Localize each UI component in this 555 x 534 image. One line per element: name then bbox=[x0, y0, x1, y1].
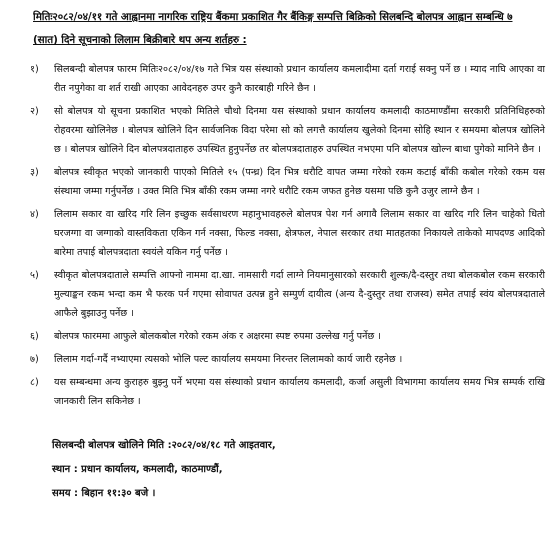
term-item-6 bbox=[30, 327, 545, 346]
term-item-7 bbox=[30, 350, 545, 369]
term-number: ६) bbox=[30, 331, 39, 342]
term-text: बोलपत्र फारममा आफुले बोलकबोल गरेको रकम अंक र अक्षरमा स्पष्ट रुपमा उल्लेख गर्नु पर्नेछ । bbox=[54, 331, 381, 342]
term-text: यस सम्बन्धमा अन्य कुराहरु बुझ्नु पर्ने भएमा यस संस्थाको प्रधान कार्यालय कमलादी, कर्जा असुली विभागमा कार्यालय समय भित्र सम्पर्क राखि जानकारी लिन सकिनेछ । bbox=[54, 377, 545, 407]
terms-list bbox=[30, 60, 545, 415]
term-text: स्वीकृत बोलपत्रदाताले सम्पत्ति आफ्नो नाममा दा.खा. नामसारी गर्दा लाग्ने नियमानुसारको सरकारी शुल्क/दै-दस्तुर तथा बोलकबोल रकम सरकारी मुल्याङ्कन रकम भन्दा कम भै फरक पर्न गएमा सोवापत उत्पन्न हुने सम्पुर्ण दायीत्व (अन्य दै-दुस्तुर तथा राजस्व) समेत तपाई स्वंय बोलपत्रदाताले आफैले बुझाउनु पर्नेछ । bbox=[54, 270, 545, 319]
term-text: सो बोलपत्र यो सूचना प्रकाशित भएको मितिले चौथो दिनमा यस संस्थाको प्रधान कार्यालय कमलादी काठमाण्डौंमा सरकारी प्रतिनिधिहरुको रोहवरमा खोलिनेछ । बोलपत्र खोलिने दिन सार्वजनिक विदा परेमा सो को लगत्तै कार्यालय खुलेको दिनमा सोहि स्थान र समयमा बोलपत्र खोलिने छ । बोलपत्र खोलिने दिन बोलपत्रदाताहरु उपस्थित हुनुपर्नेछ तर बोलपत्रदाताहरु उपस्थित नभएमा पनि बोलपत्र खोल्न बाधा पुगेको मानिने छैन । bbox=[54, 106, 545, 155]
term-number: २) bbox=[30, 106, 39, 117]
opening-date: सिलबन्दी बोलपत्र खोलिने मिति :२०८२/०४/१८ गते आइतवार, bbox=[52, 440, 276, 451]
term-number: १) bbox=[30, 64, 39, 75]
term-item-5 bbox=[30, 266, 545, 323]
term-item-1 bbox=[30, 60, 545, 98]
notice-footer bbox=[52, 434, 532, 506]
term-number: ५) bbox=[30, 270, 39, 281]
term-item-3 bbox=[30, 163, 545, 201]
opening-time: समय : बिहान ११:३० बजे । bbox=[52, 488, 156, 499]
term-number: ८) bbox=[30, 377, 39, 388]
term-item-8 bbox=[30, 373, 545, 411]
opening-place: स्थान : प्रधान कार्यालय, कमलादी, काठमाण्डौं, bbox=[52, 464, 223, 475]
term-text: बोलपत्र स्वीकृत भएको जानकारी पाएको मितिले १५ (पन्ध्र) दिन भित्र धरौटि वापत जम्मा गरेको रकम कटाई बाँकी कबोल गरेको रकम यस संस्थामा जम्मा गर्नुपर्नेछ । उक्त मिति भित्र बाँकी रकम जम्मा नगरे धरौटि रकम जफत हुनेछ यसमा पछि कुनै उजुर लाग्ने छैन । bbox=[54, 167, 545, 197]
term-text: लिलाम गर्दा-गर्दै नभ्याएमा त्यसको भोलि पल्ट कार्यालय समयमा निरन्तर लिलामको कार्य जारी रहनेछ । bbox=[54, 354, 403, 365]
notice-heading bbox=[33, 6, 543, 52]
term-text: सिलबन्दी बोलपत्र फारम मितिः२०८२/०४/१७ गते भित्र यस संस्थाको प्रधान कार्यालय कमलादीमा दर्ता गराई सक्नु पर्ने छ । म्याद नाघि आएका वा रीत नपुगेका वा शर्त राखी आएका आवेदनहरु उपर कुनै कारबाही गरिने छैन । bbox=[54, 64, 545, 94]
term-number: ३) bbox=[30, 167, 39, 178]
term-number: ७) bbox=[30, 354, 39, 365]
heading-line-1: मितिः२०८२/०४/११ गते आह्वानमा नागरिक राष्ट्रिय बैंकमा प्रकाशित गैर बैंकिङ्ग सम्पत्ति बिक्रिको सिलबन्दि बोलपत्र आह्वान सम्बन्धि ७ bbox=[33, 11, 513, 23]
term-text: लिलाम सकार वा खरिद गरि लिन इच्छुक सर्वसाधरण महानुभावहरुले बोलपत्र पेश गर्न अगावै लिलाम सकार वा खरिद गरि लिन चाहेको धितो घरजग्गा वा जग्गाको वास्तविकता एकिन गर्न नक्सा, फिल्ड नक्सा, क्षेत्रफल, नेपाल सरकार तथा मातहतका निकायले ताकेको मापदण्ड आदिको बारेमा तपाई बोलपत्रदाता स्वयंले यकिन गर्नु पर्नेछ । bbox=[54, 209, 545, 258]
term-item-2 bbox=[30, 102, 545, 159]
term-number: ४) bbox=[30, 209, 39, 220]
heading-line-2: (सात) दिने सूचनाको लिलाम बिक्रीबारे थप अन्य शर्तहरु : bbox=[33, 34, 247, 46]
term-item-4 bbox=[30, 205, 545, 262]
